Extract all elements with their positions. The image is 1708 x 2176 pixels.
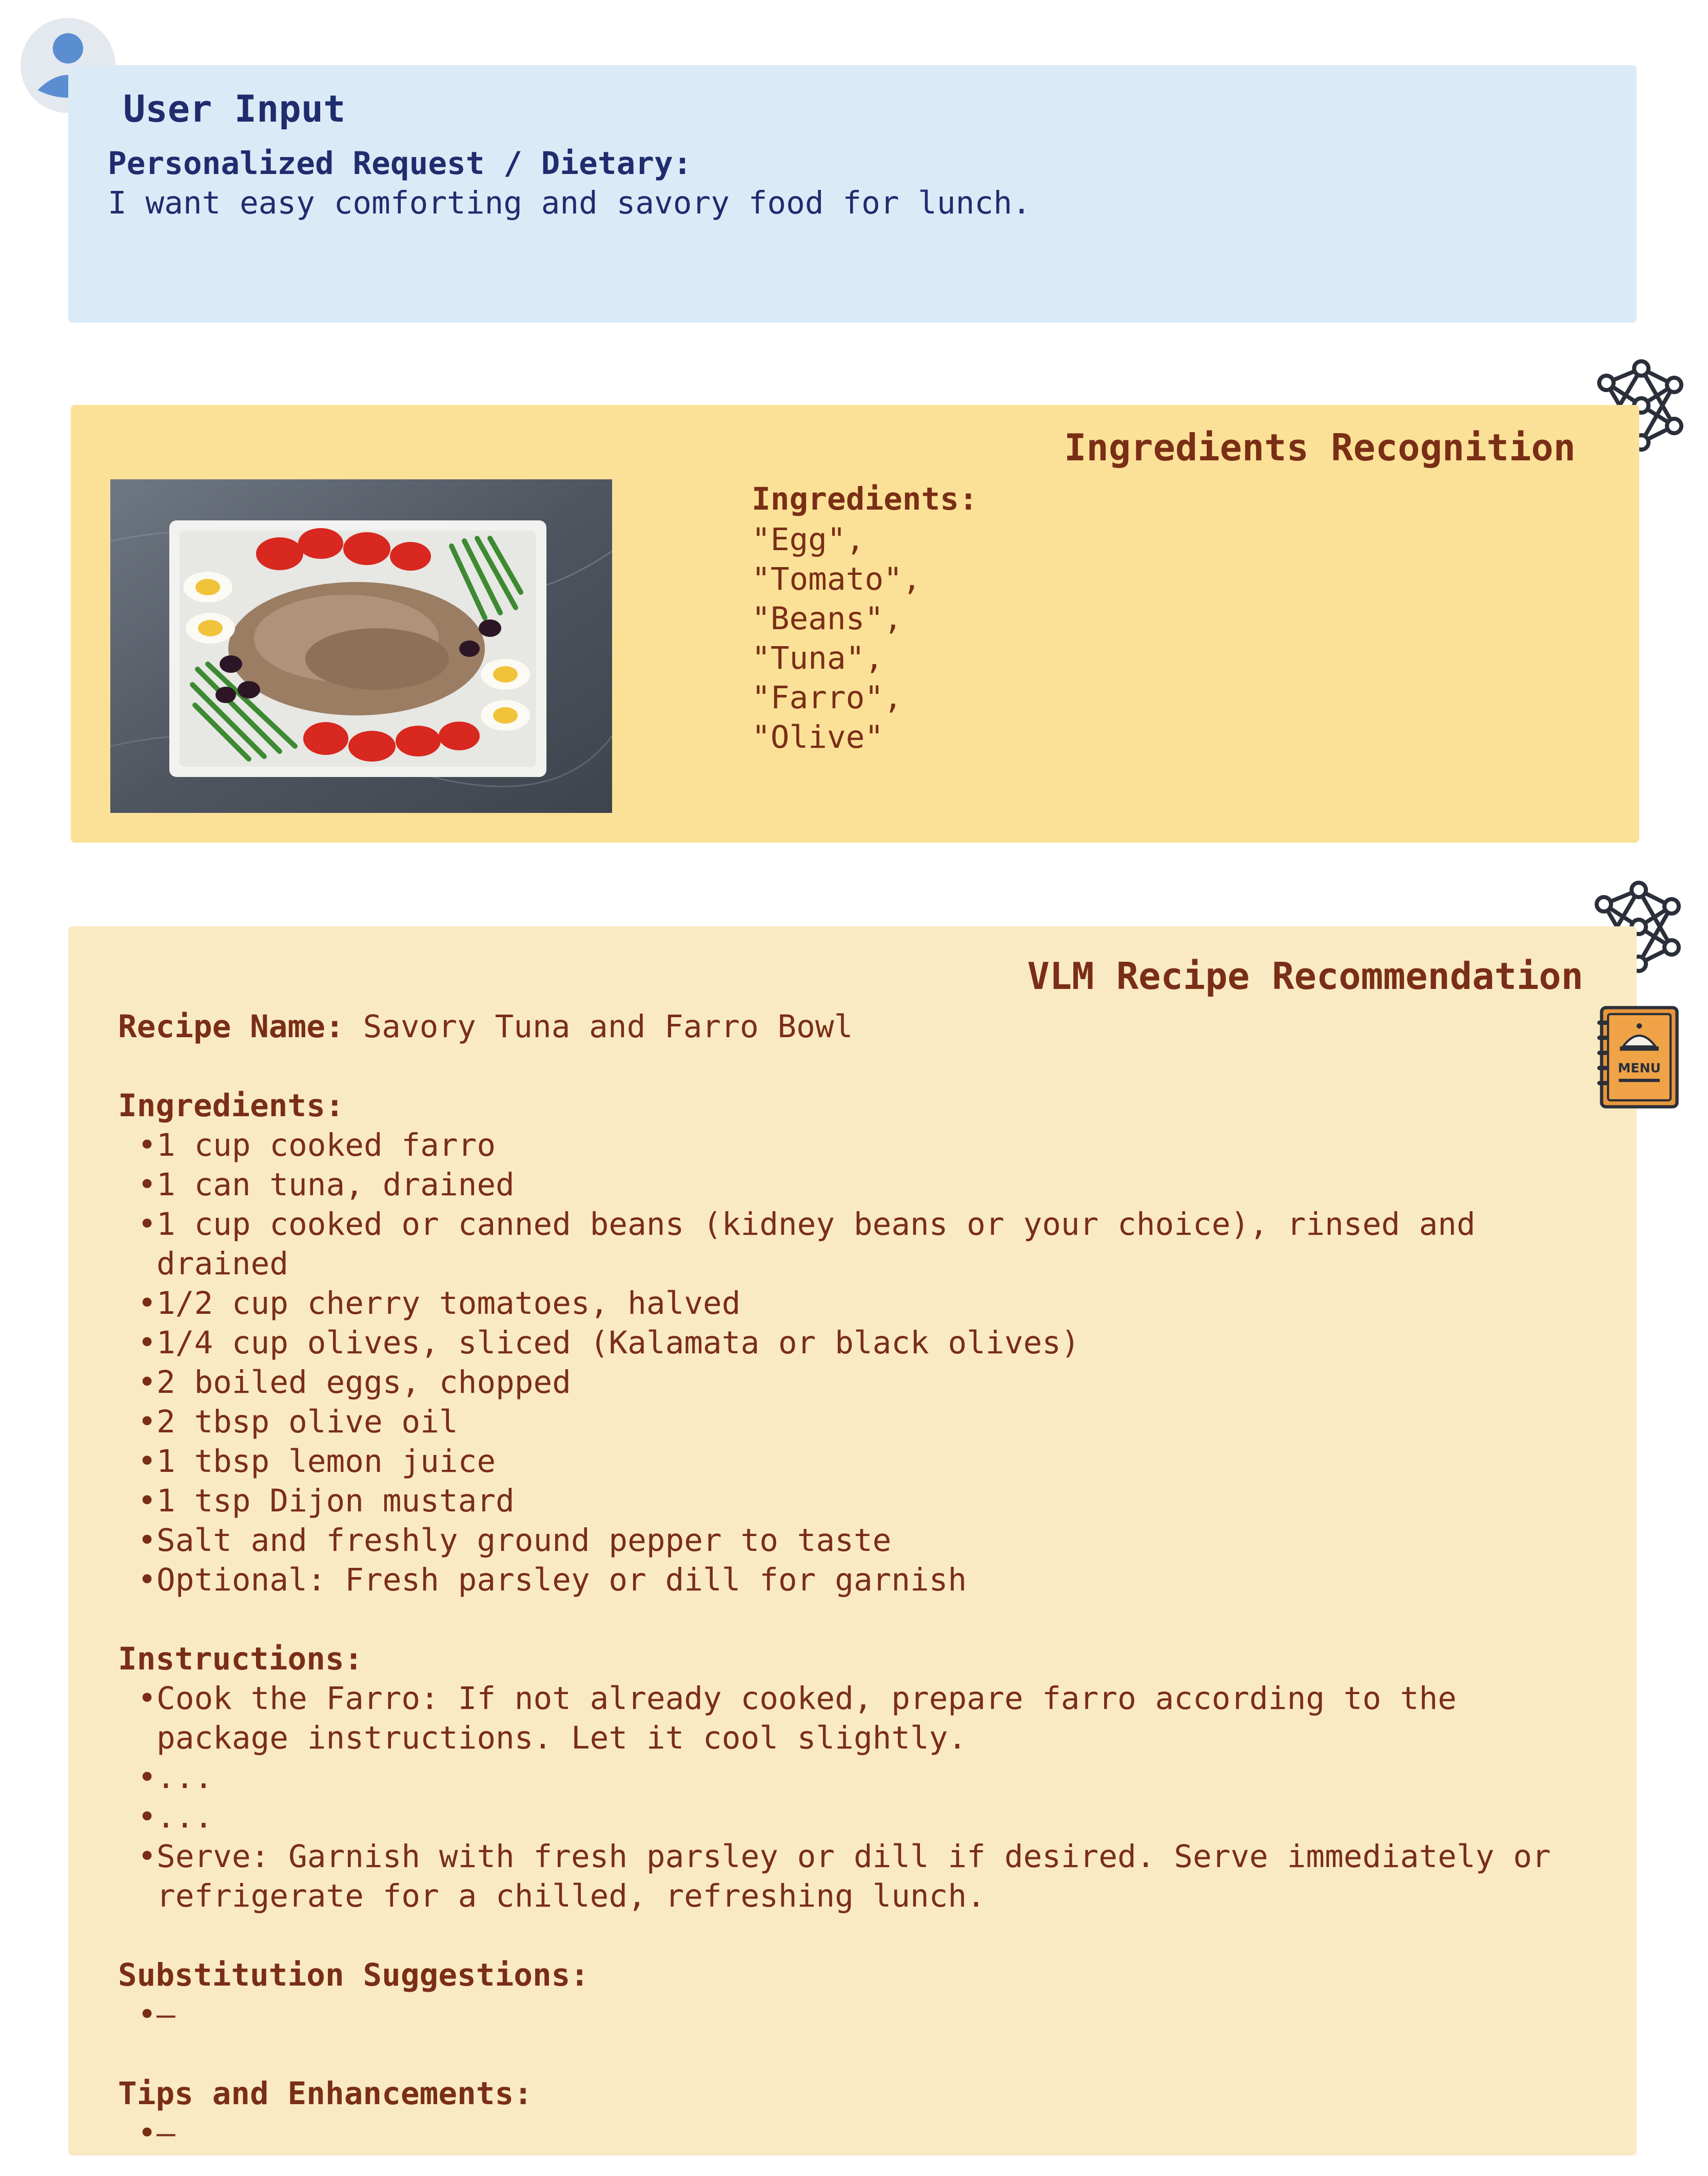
recipe-name-row xyxy=(118,1007,1596,1046)
list-item xyxy=(118,1442,1596,1481)
bullet-icon: • xyxy=(138,1285,156,1322)
list-item: "Farro", xyxy=(752,679,902,716)
list-item-text: Salt and freshly ground pepper to taste xyxy=(156,1522,892,1559)
list-item-text: 1/2 cup cherry tomatoes, halved xyxy=(156,1285,741,1322)
recipe-name-label: Recipe Name: xyxy=(118,1008,344,1045)
list-item xyxy=(118,1521,1596,1560)
list-item xyxy=(118,1995,1596,2034)
list-item-text: ... xyxy=(156,1799,213,1835)
ingredients-list xyxy=(118,1125,1596,1600)
menu-book-icon xyxy=(1595,1003,1682,1111)
ingredients-heading: Ingredients: xyxy=(118,1087,344,1124)
list-item-text: 1/4 cup olives, sliced (Kalamata or black olives) xyxy=(156,1325,1080,1361)
bullet-icon: • xyxy=(138,1522,156,1559)
ingredients-label: Ingredients: xyxy=(752,481,978,517)
ingredients-recognition-title: Ingredients Recognition xyxy=(1064,426,1576,469)
request-text: I want easy comforting and savory food for lunch. xyxy=(108,185,1031,221)
bullet-icon: • xyxy=(138,1325,156,1361)
bullet-icon: • xyxy=(138,1759,156,1796)
list-item-text: ... xyxy=(156,1759,213,1796)
bullet-icon: • xyxy=(138,1562,156,1598)
list-item xyxy=(118,1837,1596,1916)
list-item-text: 1 cup cooked or canned beans (kidney beans or your choice), rinsed and drained xyxy=(156,1206,1495,1282)
list-item-text: 1 cup cooked farro xyxy=(156,1127,496,1163)
bullet-icon: • xyxy=(138,2115,156,2151)
substitutions-heading: Substitution Suggestions: xyxy=(118,1957,590,1993)
list-item xyxy=(118,1402,1596,1442)
recipe-recommendation-title: VLM Recipe Recommendation xyxy=(1027,955,1583,998)
list-item-text: 2 tbsp olive oil xyxy=(156,1404,458,1440)
list-item-text: – xyxy=(156,1996,175,2033)
list-item: "Egg", xyxy=(752,521,865,558)
list-item xyxy=(118,1204,1596,1284)
list-item-text: 2 boiled eggs, chopped xyxy=(156,1364,571,1401)
list-item xyxy=(118,1284,1596,1323)
food-photo xyxy=(110,479,612,813)
instructions-list xyxy=(118,1679,1596,1916)
list-item-text: 1 can tuna, drained xyxy=(156,1167,515,1203)
bullet-icon: • xyxy=(138,1680,156,1717)
list-item: "Tuna", xyxy=(752,640,884,676)
list-item-text: Cook the Farro: If not already cooked, prepare farro according to the package instructions. Let it cool slightly. xyxy=(156,1680,1476,1756)
list-item-text: Serve: Garnish with fresh parsley or dill if desired. Serve immediately or refrigerate for a chilled, refreshing lunch. xyxy=(156,1838,1570,1914)
list-item-text: 1 tbsp lemon juice xyxy=(156,1443,496,1480)
list-item xyxy=(118,1165,1596,1204)
list-item xyxy=(118,1363,1596,1402)
list-item: "Beans", xyxy=(752,600,902,637)
list-item xyxy=(118,1758,1596,1797)
bullet-icon: • xyxy=(138,1443,156,1480)
bullet-icon: • xyxy=(138,1483,156,1519)
recipe-body xyxy=(118,1007,1596,2153)
bullet-icon: • xyxy=(138,1167,156,1203)
bullet-icon: • xyxy=(138,1127,156,1163)
substitutions-list xyxy=(118,1995,1596,2034)
list-item xyxy=(118,1679,1596,1758)
recognized-ingredients-list xyxy=(752,520,921,757)
list-item xyxy=(118,1125,1596,1165)
tips-heading: Tips and Enhancements: xyxy=(118,2075,533,2112)
list-item xyxy=(118,2113,1596,2153)
list-item-text: – xyxy=(156,2115,175,2151)
list-item xyxy=(118,1797,1596,1837)
list-item-text: Optional: Fresh parsley or dill for garnish xyxy=(156,1562,967,1598)
bullet-icon: • xyxy=(138,1799,156,1835)
list-item xyxy=(118,1481,1596,1521)
request-label: Personalized Request / Dietary: xyxy=(108,145,692,182)
bullet-icon: • xyxy=(138,1838,156,1875)
recipe-name-value: Savory Tuna and Farro Bowl xyxy=(363,1008,853,1045)
list-item: "Olive" xyxy=(752,719,884,755)
list-item: "Tomato", xyxy=(752,561,921,597)
bullet-icon: • xyxy=(138,1206,156,1242)
bullet-icon: • xyxy=(138,1996,156,2033)
instructions-heading: Instructions: xyxy=(118,1641,363,1677)
list-item xyxy=(118,1323,1596,1363)
user-input-title: User Input xyxy=(123,87,346,130)
menu-icon-label: MENU xyxy=(1618,1060,1661,1076)
bullet-icon: • xyxy=(138,1404,156,1440)
list-item xyxy=(118,1560,1596,1600)
tips-list xyxy=(118,2113,1596,2153)
bullet-icon: • xyxy=(138,1364,156,1401)
list-item-text: 1 tsp Dijon mustard xyxy=(156,1483,515,1519)
